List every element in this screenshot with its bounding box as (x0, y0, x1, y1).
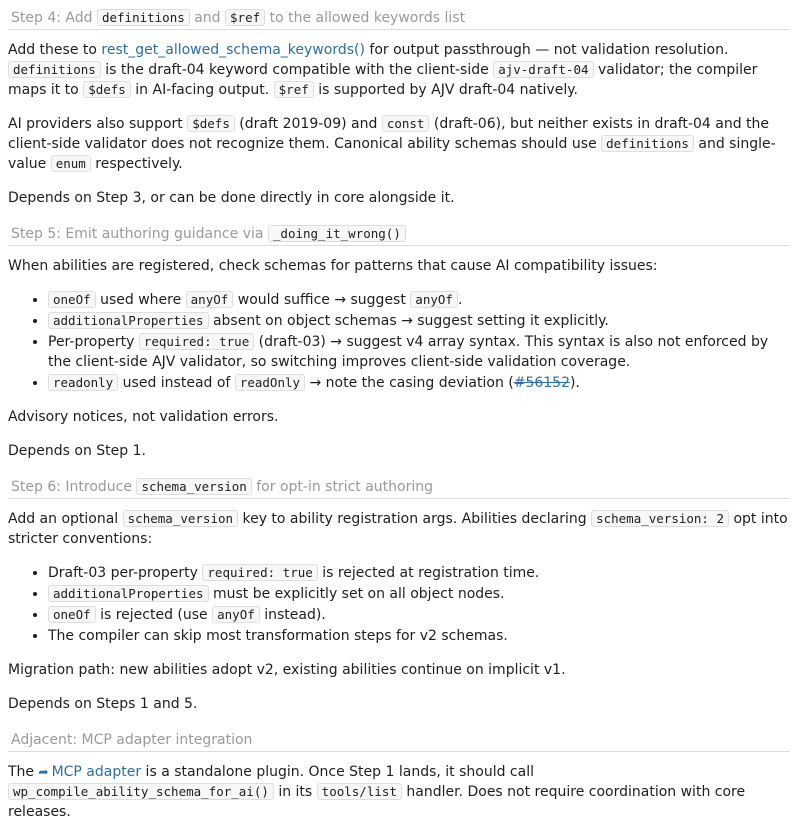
code-definitions: definitions (97, 9, 190, 26)
code-ref: $ref (225, 9, 265, 26)
list-item: • additionalProperties absent on object schemas → suggest setting it explicitly. (48, 311, 790, 331)
step5-heading: Step 5: Emit authoring guidance via _doing_it_wrong() (8, 222, 790, 246)
code-doing-it-wrong: _doing_it_wrong() (268, 225, 406, 242)
rest-keywords-link[interactable]: rest_get_allowed_schema_keywords() (101, 42, 365, 58)
list-item: • readonly used instead of readOnly → note the casing deviation (#56152). (48, 373, 790, 393)
step4-paragraph-2: AI providers also support $defs (draft 2019-09) and const (draft-06), but neither exists in draft-04 and the client-side validator does not recognize them. Canonical ability schemas should use definitions and single-value enum respectively. (8, 116, 776, 172)
step4-heading: Step 4: Add definitions and $ref to the allowed keywords list (8, 6, 790, 30)
inline-code: $defs (187, 115, 235, 132)
code-schema-version: schema_version (136, 478, 251, 495)
step4-paragraph-3: Depends on Step 3, or can be done directly in core alongside it. (8, 190, 455, 206)
inline-code: definitions (601, 135, 694, 152)
inline-code: additionalProperties (48, 312, 209, 329)
inline-code: anyOf (186, 291, 234, 308)
list-item: • oneOf used where anyOf would suffice → suggest anyOf . (48, 290, 790, 310)
inline-code: const (382, 115, 430, 132)
inline-code: wp_compile_ability_schema_for_ai() (8, 783, 274, 800)
step5-paragraph-3: Depends on Step 1. (8, 443, 146, 459)
inline-code: additionalProperties (48, 585, 209, 602)
inline-code: $ref (274, 81, 314, 98)
inline-code: $defs (83, 81, 131, 98)
step6-paragraph-1: Add an optional schema_version key to ability registration args. Abilities declaring schema_version: 2 opt into stricter conventions: (8, 511, 788, 547)
inline-code: ajv-draft-04 (493, 61, 593, 78)
inline-code: oneOf (48, 606, 96, 623)
list-item: • oneOf is rejected (use anyOf instead). (48, 605, 790, 625)
inline-code: oneOf (48, 291, 96, 308)
inline-code: anyOf (212, 606, 260, 623)
list-item: • additionalProperties must be explicitly set on all object nodes. (48, 584, 790, 604)
inline-code: readOnly (235, 374, 305, 391)
step6-list (8, 563, 790, 646)
inline-code: definitions (8, 61, 101, 78)
step4-paragraph-1: Add these to rest_get_allowed_schema_keywords() for output passthrough — not validation resolution. definitions is the draft-04 keyword compatible with the client-side ajv-draft-04 validator; the compiler maps it to $defs in AI-facing output. $ref is supported by AJV draft-04 natively. (8, 42, 758, 98)
step6-paragraph-3: Depends on Steps 1 and 5. (8, 696, 198, 712)
inline-code: readonly (48, 374, 118, 391)
step6-paragraph-2: Migration path: new abilities adopt v2, existing abilities continue on implicit v1. (8, 662, 566, 678)
inline-code: enum (51, 155, 91, 172)
mcp-adapter-link[interactable]: ➦ MCP adapter (38, 764, 142, 780)
ticket-link[interactable]: #56152 (513, 375, 571, 391)
step6-heading: Step 6: Introduce schema_version for opt-in strict authoring (8, 475, 790, 499)
list-item: • Draft-03 per-property required: true is rejected at registration time. (48, 563, 790, 583)
step5-paragraph-1: When abilities are registered, check schemas for patterns that cause AI compatibility issues: (8, 258, 658, 274)
inline-code: required: true (202, 564, 317, 581)
external-link-icon: ➦ (38, 765, 49, 779)
step5-paragraph-2: Advisory notices, not validation errors. (8, 409, 279, 425)
inline-code: required: true (139, 333, 254, 350)
list-item: • The compiler can skip most transformation steps for v2 schemas. (48, 626, 790, 646)
list-item: • Per-property required: true (draft-03) → suggest v4 array syntax. This syntax is also not enforced by the client-side AJV validator, so switching improves client-side validation coverage. (48, 332, 790, 372)
inline-code: schema_version: 2 (591, 510, 729, 527)
step5-list (8, 290, 790, 393)
inline-code: tools/list (317, 783, 402, 800)
adjacent-heading: Adjacent: MCP adapter integration (8, 728, 790, 752)
inline-code: schema_version (123, 510, 238, 527)
adjacent-paragraph-1: The ➦ MCP adapter is a standalone plugin. Once Step 1 lands, it should call wp_compile_ability_schema_for_ai() in its tools/list handler. Does not require coordination with core releases. (8, 764, 746, 820)
inline-code: anyOf (410, 291, 458, 308)
